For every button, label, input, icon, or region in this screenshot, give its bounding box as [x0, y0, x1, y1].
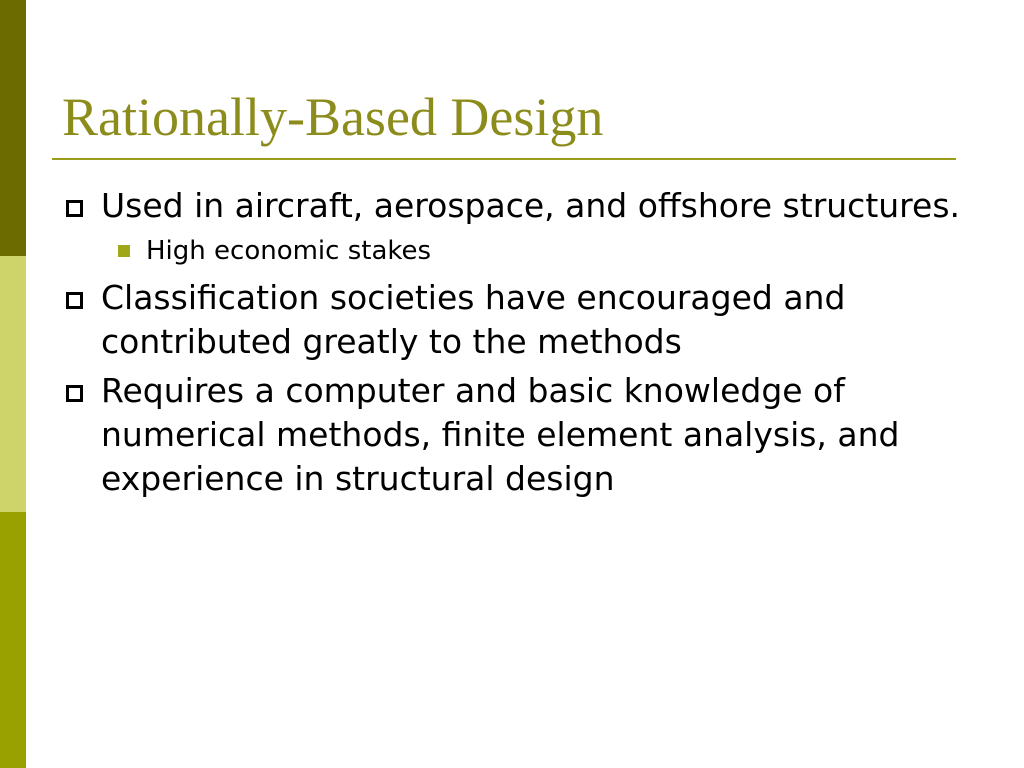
bullet-list — [62, 184, 962, 506]
bullet-text: Used in aircraft, aerospace, and offshore structures. — [101, 186, 960, 225]
sub-bullet-text: High economic stakes — [146, 236, 432, 266]
bullet-text: Requires a computer and basic knowledge of numerical methods, finite element analysis, and experience in structural design — [101, 371, 900, 498]
sub-bullet-item — [62, 233, 962, 269]
side-band-bottom — [0, 512, 26, 768]
side-band-middle — [0, 256, 26, 512]
bullet-item — [62, 276, 962, 364]
hollow-square-bullet-icon — [66, 200, 83, 217]
side-band-top — [0, 0, 26, 256]
slide-title: Rationally-Based Design — [62, 87, 604, 147]
bullet-item — [62, 184, 962, 228]
hollow-square-bullet-icon — [66, 292, 83, 309]
title-underline — [52, 158, 956, 160]
filled-square-bullet-icon — [118, 245, 130, 257]
bullet-text: Classification societies have encouraged and contributed greatly to the methods — [101, 278, 846, 361]
hollow-square-bullet-icon — [66, 385, 83, 402]
bullet-item — [62, 369, 962, 501]
